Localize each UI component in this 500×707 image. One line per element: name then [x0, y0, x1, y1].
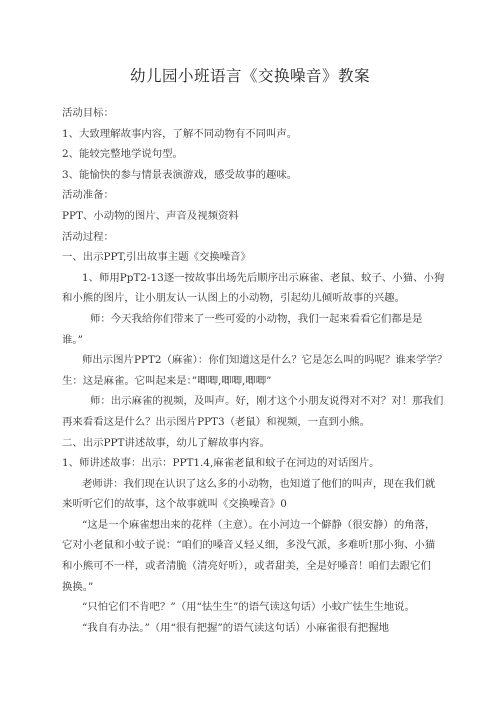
section-heading-process: 活动过程： — [62, 230, 114, 243]
paragraph-line: 再来看看这是什么？出示图片PPT3（老鼠）和视频，一直到小熊。 — [62, 415, 371, 428]
goal-item: 3、能愉快的参与情景表演游戏，感受故事的趣味。 — [62, 168, 298, 181]
goal-item: 2、能较完整地学说句型。 — [62, 148, 183, 161]
goal-item: 1、大致理解故事内容，了解不同动物有不同叫声。 — [62, 127, 298, 140]
paragraph-line: 和小熊的图片，让小朋友认一认图上的小动物，引起幼儿倾听故事的兴趣。 — [62, 292, 405, 305]
paragraph-line: 1、师用PpT2-13逐一按故事出场先后顺序出示麻雀、老鼠、蚊子、小猫、小狗 — [82, 271, 445, 284]
section-heading-goals: 活动目标： — [62, 107, 114, 119]
paragraph-line: 和小熊可不一样，或者清脆（清亮好听），或者甜美，全是好嗓音！咱们去跟它们 — [62, 560, 431, 573]
paragraph-line: 谁。” — [62, 333, 83, 346]
section-heading-preparation: 活动准备： — [62, 189, 114, 202]
paragraph-line: 师：出示麻雀的视频，及叫声。好，刚才这个小朋友说得对不对？对！那我们 — [90, 395, 444, 408]
paragraph-line: 它对小老鼠和小蚊子说：“咱们的嗓音乂轻乂细，多没气派，多难听!那小狗、小猫 — [62, 539, 436, 552]
paragraph-line: 老师讲：我们现在认识了这么多的小动物，也知道了他们的叫声，现在我们就 — [82, 477, 436, 490]
process-step-heading: 二、出示PPT讲述故事，幼儿了解故事内容。 — [62, 436, 270, 449]
document-body — [62, 103, 464, 638]
paragraph-line: “只怕它们不肯吧？”（用“怯生生”的语气读这句话）小蚊广怯生生地说。 — [82, 601, 415, 614]
paragraph-line: “我自有办法。”（用“很有把握”的语气读这句话）小麻雀很有把握地 — [82, 621, 389, 634]
paragraph-line: “这是一个麻雀想出来的花样（主意）。在小河边一个僻静（很安静）的角落， — [82, 518, 436, 531]
paragraph-line: 师：今天我给你们带来了一些可爱的小动物，我们一起来看看它们都是是 — [90, 312, 423, 325]
paragraph-line: 来听听它们的故事，这个故事就叫《交换噪音》0 — [62, 498, 287, 511]
paragraph-line: 1、师讲述故事：出示：PPT1.4,麻雀老鼠和蚊子在河边的对话图片。 — [62, 457, 380, 470]
paragraph-line: 师出示图片PPT2（麻雀）：你们知道这是什么？它是怎么叫的吗呢？谁来学学？ — [82, 354, 448, 367]
paragraph-line: 换换。” — [62, 580, 94, 593]
document-title: 幼儿园小班语言《交换噪音》教案 — [129, 67, 370, 85]
preparation-text: PPT、小动物的图片、声音及视频资料 — [62, 209, 239, 222]
process-step-heading: 一、出示PPT,引出故事主题《交换噪音》 — [62, 251, 251, 264]
paragraph-line: 生：这是麻雀。它叫起来是：”唧唧,唧唧,唧唧” — [62, 374, 272, 387]
